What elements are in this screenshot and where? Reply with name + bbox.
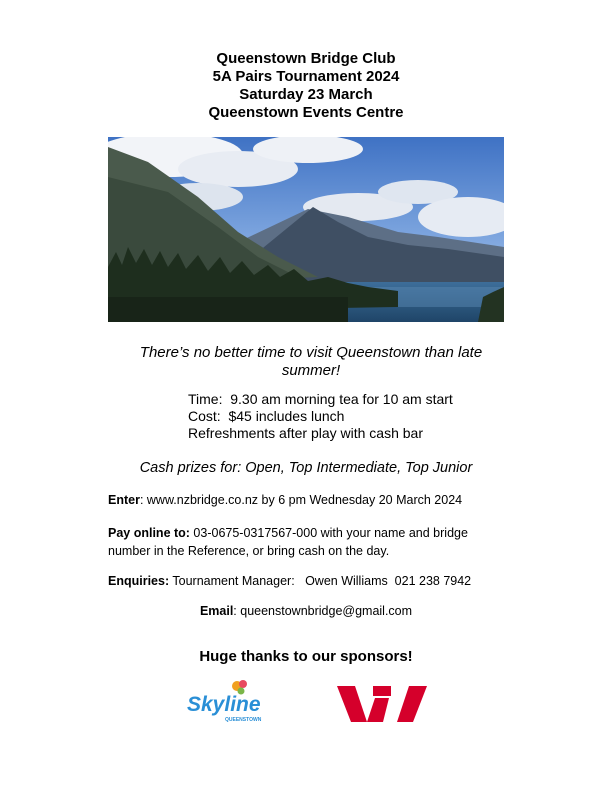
enter-info	[108, 491, 508, 509]
enter-text: : www.nzbridge.co.nz by 6 pm Wednesday 20 March 2024	[139, 493, 463, 507]
tagline-line-2: summer!	[281, 362, 341, 379]
pay-text: 03-0675-0317567-000 with your name and bridge number in the Reference, or bring cash on the day.	[108, 526, 468, 558]
email-text: : queenstownbridge@gmail.com	[233, 604, 413, 618]
tagline	[116, 344, 506, 380]
skyline-logo	[185, 678, 265, 724]
westpac-logo	[337, 684, 427, 724]
email-info	[0, 604, 612, 618]
event-details	[188, 391, 453, 442]
svg-text:Skyline: Skyline	[187, 693, 261, 716]
time-row: Time: 9.30 am morning tea for 10 am start	[188, 391, 453, 407]
pay-info	[108, 524, 508, 560]
svg-text:QUEENSTOWN: QUEENSTOWN	[225, 717, 262, 723]
enquiries-label: Enquiries:	[108, 574, 170, 588]
email-label: Email	[199, 604, 234, 618]
lake-mountain-photo	[108, 137, 504, 322]
cash-prizes: Cash prizes for: Open, Top Intermediate, Top Junior	[139, 460, 473, 476]
flyer-header	[0, 50, 612, 122]
club-name: Queenstown Bridge Club	[216, 50, 396, 67]
enter-label: Enter	[108, 493, 140, 507]
sponsors-heading: Huge thanks to our sponsors!	[199, 648, 413, 665]
tournament-name: 5A Pairs Tournament 2024	[212, 68, 400, 85]
tagline-line-1: There’s no better time to visit Queenstown than late	[139, 344, 483, 361]
event-venue: Queenstown Events Centre	[208, 104, 404, 121]
refreshments-row: Refreshments after play with cash bar	[188, 425, 423, 441]
enquiries-info	[108, 572, 508, 590]
pay-label: Pay online to:	[108, 526, 190, 540]
event-date: Saturday 23 March	[239, 86, 373, 103]
cost-row: Cost: $45 includes lunch	[188, 408, 345, 424]
enquiries-text: Tournament Manager: Owen Williams 021 238 7942	[169, 574, 472, 588]
